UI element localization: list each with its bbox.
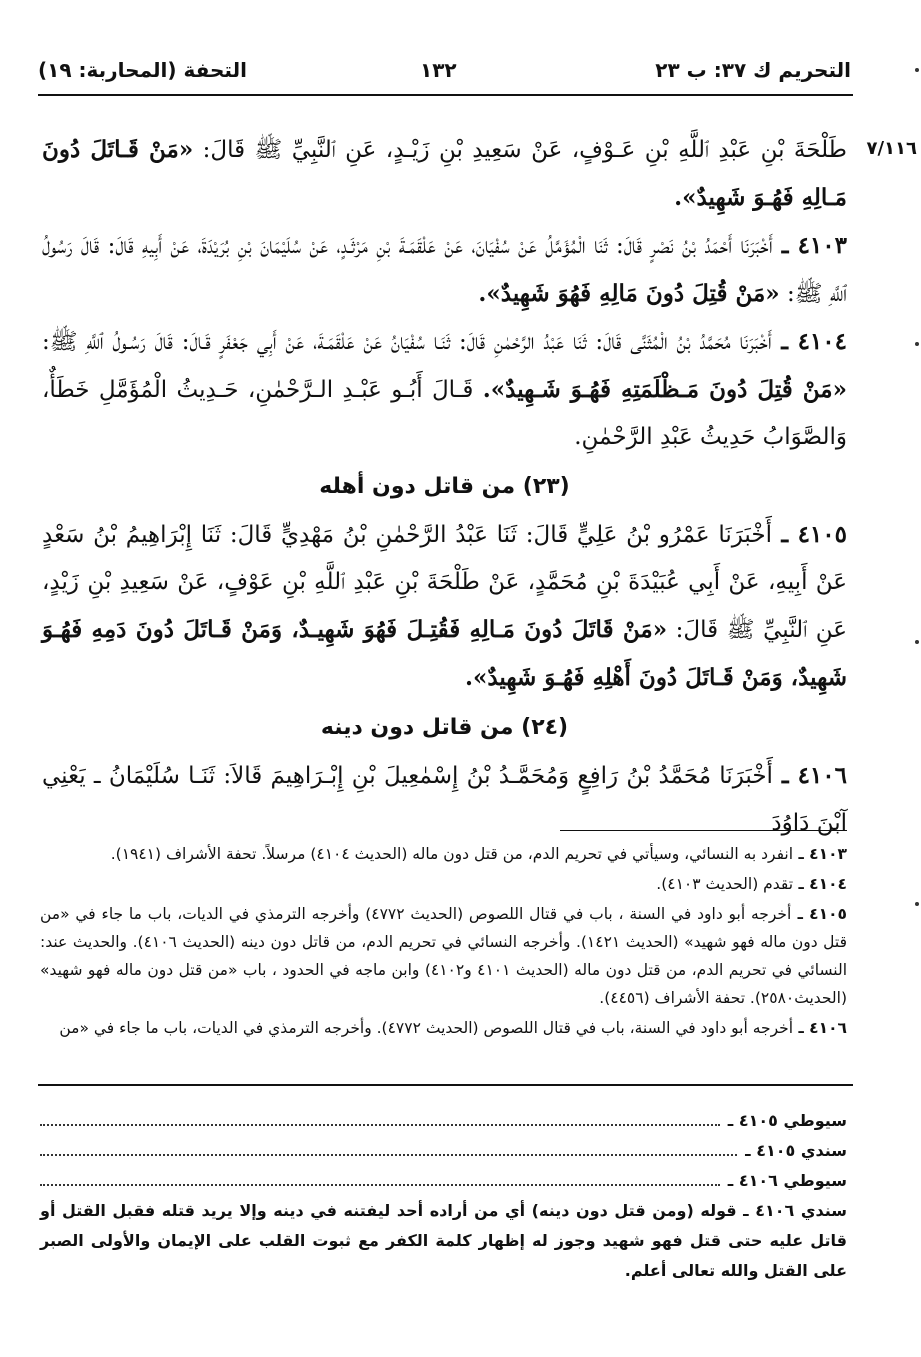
commentary bbox=[40, 1106, 847, 1286]
scan-speck bbox=[915, 902, 919, 906]
hadith-4104: ٤١٠٤ ـ أَخْبَرَنَا مُحَمَّدُ بْنُ الْمُثَنَّى قَالَ: ثَنَا عَبْدُ الرَّحْمٰنِ قَالَ: ثَنَـا سُفْيَانُ عَنْ عَلْقَمَـةَ، عَنْ أَبِي جَعْفَرٍ قَـالَ: قَالَ رَسُـولُ ٱللَّهِ ﷺ: «مَنْ قُتِلَ دُونَ مَـظْلَمَتِهِ فَهُـوَ شَـهِيدٌ». قَـالَ أَبُـو عَبْـدِ الـرَّحْمٰنِ، حَـدِيثُ الْمُؤَمَّلِ خَطَأٌ، وَالصَّوَابُ حَدِيثُ عَبْدِ الرَّحْمٰنِ. bbox=[42, 328, 847, 450]
commentary-row-suyuti-4106: سيوطي ٤١٠٦ ـ bbox=[40, 1166, 847, 1196]
hadith-number: ٤١٠٦ ـ bbox=[772, 762, 847, 789]
hadith-number: ٤١٠٣ ـ bbox=[772, 232, 847, 259]
footnotes bbox=[40, 840, 847, 1044]
footnote-divider bbox=[560, 830, 847, 831]
chapter-heading-24: (٢٤) من قاتل دون دينه bbox=[320, 715, 569, 740]
hadith-number: ٤١٠٤ ـ bbox=[771, 328, 847, 355]
commentary-row-sindi-4105: سندي ٤١٠٥ ـ bbox=[40, 1136, 847, 1166]
footnote-4105: ٤١٠٥ ـ أخرجه أبو داود في السنة ، باب في قتال اللصوص (الحديث ٤٧٧٢) وأخرجه الترمذي في الديات، باب ما جاء في «من قتل دون ماله فهو شهيد» (الحديث ١٤٢١). وأخرجه النسائي في تحريم الدم، من قاتل دون دينه (الحديث ٤١٠٦). والحديث عند: النسائي في تحريم الدم، من قتل دون ماله (الحديث ٤١٠١ و٤١٠٢) وابن ماجه في الحدود ، باب «من قتل دون ماله فهو شهيد» (الحديث٢٥٨٠). تحفة الأشراف (٤٤٥٦). bbox=[40, 905, 848, 1007]
scan-speck bbox=[915, 68, 919, 72]
commentary-divider bbox=[38, 1084, 853, 1086]
header-divider bbox=[38, 94, 853, 96]
chapter-heading-23: (٢٣) من قاتل دون أهله bbox=[319, 474, 570, 499]
hadith-text bbox=[42, 126, 847, 847]
scan-speck bbox=[915, 640, 919, 644]
hadith-4102-continuation: طَلْحَةَ بْنِ عَبْدِ ٱللَّهِ بْنِ عَـوْفٍ، عَنْ سَعِيدِ بْنِ زَيْـدٍ، عَنِ ٱلنَّبِيِّ ﷺ قَالَ: «مَنْ قَـاتَلَ دُونَ مَـالِهِ فَهُـوَ شَهِيدٌ». bbox=[42, 136, 847, 211]
footnote-4106: ٤١٠٦ ـ أخرجه أبو داود في السنة، باب في قتال اللصوص (الحديث ٤٧٧٢). وأخرجه الترمذي في الديات، باب ما جاء في «من bbox=[59, 1019, 847, 1037]
dotted-leader bbox=[40, 1124, 720, 1126]
hadith-quote: «مَنْ قُتِلَ دُونَ مَـظْلَمَتِهِ فَهُـوَ شَـهِيدٌ». bbox=[482, 376, 847, 403]
scan-speck bbox=[915, 342, 919, 346]
commentary-note-sindi-4106: سندي ٤١٠٦ ـ قوله (ومن قتل دون دينه) أي من أراده أحد ليفتنه في دينه وإلا يريد قتله فقبل القتل أو قاتل عليه حتى قتل فهو شهيد وجوز له إظهار كلمة الكفر مع ثبوت القلب على الإيمان والأولى الصبر على القتل والله تعالى أعلم. bbox=[40, 1201, 848, 1280]
hadith-4105: ٤١٠٥ ـ أَخْبَرَنَا عَمْرُو بْنُ عَلِيٍّ قَالَ: ثَنَا عَبْدُ الرَّحْمٰنِ بْنُ مَهْدِيٍّ قَالَ: ثَنَا إِبْرَاهِيمُ بْنُ سَعْدٍ عَنْ أَبِيهِ، عَنْ أَبِي عُبَيْدَةَ بْنِ مُحَمَّدٍ، عَنْ طَلْحَةَ بْنِ عَبْدِ ٱللَّهِ بْنِ عَوْفٍ، عَنْ سَعِيدِ بْنِ زَيْدٍ، عَنِ ٱلنَّبِيِّ ﷺ قَالَ: «مَنْ قَاتَلَ دُونَ مَـالِهِ فَقُتِـلَ فَهُوَ شَهِيـدٌ، وَمَنْ قَـاتَلَ دُونَ دَمِهِ فَهُـوَ شَهِيدٌ، وَمَنْ قَـاتَلَ دُونَ أَهْلِهِ فَهُـوَ شَهِيدٌ». bbox=[42, 521, 847, 691]
dotted-leader bbox=[40, 1184, 720, 1186]
header-tuhfa-ref: التحفة (المحاربة: ١٩) bbox=[38, 58, 247, 82]
hadith-number: ٤١٠٥ ـ bbox=[771, 521, 847, 548]
footnote-4104: ٤١٠٤ ـ تقدم (الحديث ٤١٠٣). bbox=[656, 875, 847, 893]
commentary-row-suyuti-4105: سيوطي ٤١٠٥ ـ bbox=[40, 1106, 847, 1136]
hadith-quote: «مَنْ قَاتَلَ دُونَ مَـالِهِ فَقُتِـلَ فَهُوَ شَهِيـدٌ، وَمَنْ قَـاتَلَ دُونَ دَمِهِ فَهُـوَ شَهِيدٌ، وَمَنْ قَـاتَلَ دُونَ أَهْلِهِ فَهُـوَ شَهِيدٌ». bbox=[42, 616, 847, 691]
hadith-4106: ٤١٠٦ ـ أَخْبَرَنَا مُحَمَّدُ بْنُ رَافِعٍ وَمُحَمَّـدُ بْنُ إِسْمٰعِيلَ بْنِ إِبْـرَاهِيمَ قَالاَ: ثَنَـا سُلَيْمَانُ ـ يَعْنِي آبْنَ دَاوُدَ bbox=[42, 762, 847, 836]
margin-reference: ٧/١١٦ bbox=[866, 138, 917, 159]
footnote-4103: ٤١٠٣ ـ انفرد به النسائي، وسيأتي في تحريم الدم، من قتل دون ماله (الحديث ٤١٠٤) مرسلاً. تحفة الأشراف (١٩٤١). bbox=[110, 845, 847, 863]
hadith-quote: «مَنْ قُتِلَ دُونَ مَالِهِ فَهُوَ شَهِيدٌ». bbox=[478, 280, 780, 307]
header-chapter-ref: التحريم ك ٣٧: ب ٢٣ bbox=[655, 58, 851, 82]
hadith-quote: «مَنْ قَـاتَلَ دُونَ مَـالِهِ فَهُـوَ شَهِيدٌ». bbox=[42, 136, 847, 211]
hadith-4103: ٤١٠٣ ـ أَخْبَرَنَا أَحْمَدُ بْنُ نَصْرٍ قَالَ: ثَنَا الْمُؤَمَّلُ عَنْ سُفْيَانَ، عَنْ عَلْقَمَـةَ بْنِ مَرْثَـدٍ، عَنْ سُلَيْمَانَ بْنِ بُرَيْدَةَ، عَنْ أَبِيهِ قَالَ: قَالَ رَسُولُ ٱللَّهِ ﷺ: «مَنْ قُتِلَ دُونَ مَالِهِ فَهُوَ شَهِيدٌ». bbox=[42, 232, 847, 307]
page-number: ١٣٢ bbox=[420, 58, 457, 82]
dotted-leader bbox=[40, 1154, 737, 1156]
